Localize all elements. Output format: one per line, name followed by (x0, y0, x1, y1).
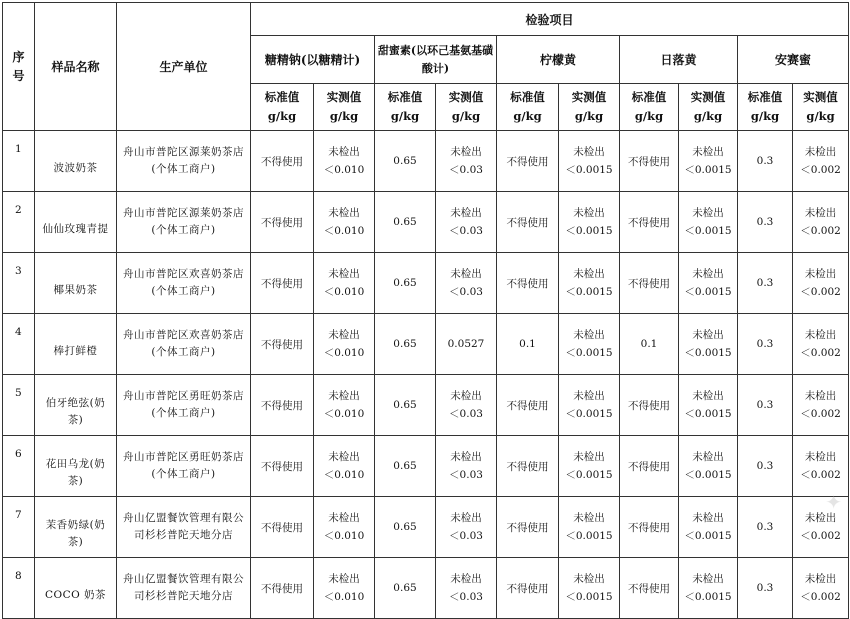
acesulfame-standard: 0.3 (738, 375, 793, 436)
header-standard-value (251, 84, 314, 131)
acesulfame-measured (793, 192, 849, 253)
producer-line: (个体工商户) (151, 407, 216, 419)
detection-limit: ＜0.03 (449, 164, 483, 176)
detection-limit: ＜0.03 (449, 530, 483, 542)
producer-line: (个体工商户) (151, 163, 216, 175)
row-sample-name (35, 436, 117, 497)
tartrazine-standard: 不得使用 (497, 375, 559, 436)
sample-name-text: 茉香奶绿(奶茶) (45, 519, 106, 548)
unit-label: g/kg (806, 109, 835, 123)
tartrazine-measured (559, 497, 620, 558)
standard-value-label: 标准值 (631, 90, 667, 104)
detection-limit: ＜0.0015 (565, 469, 613, 481)
detection-limit: ＜0.002 (800, 469, 841, 481)
sample-name-text: 花田乌龙(奶茶) (45, 458, 106, 487)
measured-result: 未检出 (573, 268, 605, 280)
header-standard-value (620, 84, 679, 131)
acesulfame-measured (793, 253, 849, 314)
measured-result: 未检出 (804, 329, 837, 341)
measured-result: 未检出 (692, 146, 724, 158)
row-sample-name (35, 192, 117, 253)
row-producer (117, 131, 251, 192)
saccharin-standard: 不得使用 (251, 436, 314, 497)
acesulfame-measured (793, 436, 849, 497)
measured-value-label: 实测值 (448, 90, 484, 104)
cyclamate-standard: 0.65 (375, 558, 436, 619)
measured-result: 未检出 (804, 512, 837, 524)
unit-label: g/kg (267, 109, 297, 123)
detection-limit: ＜0.010 (323, 469, 365, 481)
tartrazine-measured (559, 131, 620, 192)
producer-line: 舟山市普陀区源莱奶茶店 (123, 207, 244, 219)
measured-result: 未检出 (328, 512, 360, 524)
header-group-acesulfame: 安赛蜜 (738, 36, 849, 84)
row-sample-name (35, 497, 117, 558)
cyclamate-standard: 0.65 (375, 192, 436, 253)
detection-limit: ＜0.002 (800, 408, 841, 420)
measured-result: 未检出 (573, 512, 605, 524)
sample-name-text: 仙仙玫瑰青提 (42, 222, 109, 235)
row-seq: 8 (3, 558, 35, 619)
producer-line: (个体工商户) (151, 285, 216, 297)
detection-limit: ＜0.0015 (565, 347, 613, 359)
unit-label: g/kg (574, 109, 604, 123)
measured-result: 未检出 (692, 390, 724, 402)
cyclamate-standard: 0.65 (375, 131, 436, 192)
sunset-standard: 不得使用 (620, 558, 679, 619)
producer-line: (个体工商户) (151, 224, 216, 236)
cyclamate-standard: 0.65 (375, 314, 436, 375)
tartrazine-measured (559, 314, 620, 375)
measured-result: 未检出 (328, 207, 360, 219)
row-producer (117, 192, 251, 253)
cyclamate-standard: 0.65 (375, 253, 436, 314)
saccharin-measured (314, 497, 375, 558)
header-seq-label: 序 号 (12, 49, 25, 83)
row-seq: 3 (3, 253, 35, 314)
unit-label: g/kg (390, 109, 420, 123)
detection-limit: ＜0.0015 (684, 408, 732, 420)
producer-line: 司杉杉普陀天地分店 (134, 529, 233, 541)
acesulfame-standard: 0.3 (738, 131, 793, 192)
measured-value-label: 实测值 (571, 90, 607, 104)
measured-result: 未检出 (573, 451, 605, 463)
sunset-standard: 0.1 (620, 314, 679, 375)
detection-limit: ＜0.0015 (565, 591, 613, 603)
detection-limit: ＜0.0015 (684, 225, 732, 237)
saccharin-measured (314, 192, 375, 253)
row-producer (117, 253, 251, 314)
detection-limit: ＜0.010 (323, 347, 365, 359)
producer-line: 舟山亿盟餐饮管理有限公 (123, 573, 244, 585)
sunset-measured (679, 314, 738, 375)
header-inspection-items: 检验项目 (251, 3, 849, 36)
header-standard-value (375, 84, 436, 131)
sample-name-text: 波波奶茶 (53, 161, 98, 174)
sunset-measured (679, 375, 738, 436)
row-seq: 7 (3, 497, 35, 558)
row-sample-name (35, 375, 117, 436)
header-group-sunset-yellow: 日落黄 (620, 36, 738, 84)
measured-value-label: 实测值 (690, 90, 726, 104)
measured-result: 未检出 (450, 573, 482, 585)
sunset-standard: 不得使用 (620, 436, 679, 497)
measured-result: 未检出 (328, 573, 360, 585)
measured-result: 未检出 (692, 329, 724, 341)
sunset-standard: 不得使用 (620, 253, 679, 314)
sunset-measured (679, 131, 738, 192)
detection-limit: ＜0.0015 (565, 530, 613, 542)
tartrazine-measured (559, 192, 620, 253)
sample-name-text: 伯牙绝弦(奶茶) (45, 397, 106, 426)
detection-limit: ＜0.002 (800, 591, 841, 603)
table-row (3, 131, 849, 192)
detection-limit: ＜0.0015 (684, 164, 732, 176)
header-measured-value (679, 84, 738, 131)
row-seq: 5 (3, 375, 35, 436)
detection-limit: ＜0.010 (323, 286, 365, 298)
measured-result: 未检出 (450, 146, 482, 158)
table-row (3, 497, 849, 558)
measured-result: 未检出 (804, 390, 837, 402)
header-measured-value (314, 84, 375, 131)
measured-result: 未检出 (692, 207, 724, 219)
tartrazine-standard: 不得使用 (497, 497, 559, 558)
detection-limit: ＜0.03 (449, 591, 483, 603)
acesulfame-measured (793, 375, 849, 436)
detection-limit: ＜0.03 (449, 408, 483, 420)
cyclamate-measured (436, 497, 497, 558)
detection-limit: ＜0.0015 (565, 225, 613, 237)
measured-result: 未检出 (328, 146, 360, 158)
header-group-cyclamate: 甜蜜素(以环己基氨基磺酸计) (375, 36, 497, 84)
producer-line: 舟山市普陀区勇旺奶茶店 (123, 451, 244, 463)
tartrazine-standard: 不得使用 (497, 436, 559, 497)
producer-line: 舟山市普陀区欢喜奶茶店 (123, 329, 244, 341)
header-measured-value (793, 84, 849, 131)
measured-result: 未检出 (328, 390, 360, 402)
measured-result: 未检出 (804, 207, 837, 219)
sunset-measured (679, 436, 738, 497)
sample-name-text: 椰果奶茶 (53, 283, 98, 296)
row-producer (117, 497, 251, 558)
tartrazine-measured (559, 558, 620, 619)
table-row (3, 375, 849, 436)
measured-result: 未检出 (804, 573, 837, 585)
header-seq (3, 3, 35, 131)
producer-line: 舟山市普陀区源莱奶茶店 (123, 146, 244, 158)
measured-result: 未检出 (804, 451, 837, 463)
standard-value-label: 标准值 (747, 90, 783, 104)
acesulfame-standard: 0.3 (738, 253, 793, 314)
detection-limit: ＜0.002 (800, 530, 841, 542)
header-measured-value (559, 84, 620, 131)
sunset-standard: 不得使用 (620, 192, 679, 253)
saccharin-measured (314, 436, 375, 497)
detection-limit: ＜0.03 (449, 225, 483, 237)
measured-result: 未检出 (573, 390, 605, 402)
measured-result: 未检出 (450, 512, 482, 524)
sunset-measured (679, 497, 738, 558)
saccharin-standard: 不得使用 (251, 558, 314, 619)
tartrazine-standard: 不得使用 (497, 131, 559, 192)
detection-limit: ＜0.0015 (684, 591, 732, 603)
detection-limit: ＜0.010 (323, 408, 365, 420)
table-row (3, 558, 849, 619)
detection-limit: ＜0.03 (449, 469, 483, 481)
saccharin-measured (314, 314, 375, 375)
row-seq: 4 (3, 314, 35, 375)
unit-label: g/kg (451, 109, 481, 123)
header-standard-value (738, 84, 793, 131)
measured-result: 未检出 (573, 329, 605, 341)
acesulfame-standard: 0.3 (738, 558, 793, 619)
detection-limit: ＜0.0015 (565, 286, 613, 298)
row-seq: 1 (3, 131, 35, 192)
measured-result: 未检出 (450, 390, 482, 402)
row-seq: 2 (3, 192, 35, 253)
detection-limit: ＜0.0015 (565, 164, 613, 176)
measured-result: 未检出 (692, 512, 724, 524)
table-row (3, 314, 849, 375)
producer-line: 舟山亿盟餐饮管理有限公 (123, 512, 244, 524)
measured-result: 未检出 (328, 329, 360, 341)
header-measured-value (436, 84, 497, 131)
tartrazine-standard: 不得使用 (497, 558, 559, 619)
detection-limit: ＜0.002 (800, 164, 841, 176)
tartrazine-measured (559, 253, 620, 314)
acesulfame-measured (793, 314, 849, 375)
measured-value-label: 实测值 (803, 90, 838, 104)
acesulfame-standard: 0.3 (738, 497, 793, 558)
saccharin-measured (314, 131, 375, 192)
table-row (3, 253, 849, 314)
detection-limit: ＜0.0015 (684, 530, 732, 542)
header-sample-name: 样品名称 (35, 3, 117, 131)
row-producer (117, 375, 251, 436)
inspection-table (2, 2, 849, 619)
table-body (3, 131, 849, 619)
measured-result: 未检出 (573, 573, 605, 585)
unit-label: g/kg (693, 109, 723, 123)
tartrazine-standard: 0.1 (497, 314, 559, 375)
standard-value-label: 标准值 (510, 90, 545, 104)
sunset-measured (679, 558, 738, 619)
sunset-measured (679, 253, 738, 314)
measured-result: 未检出 (804, 268, 837, 280)
producer-line: (个体工商户) (151, 346, 216, 358)
sample-name-text: COCO 奶茶 (44, 588, 107, 601)
saccharin-standard: 不得使用 (251, 253, 314, 314)
producer-line: 舟山市普陀区勇旺奶茶店 (123, 390, 244, 402)
producer-line: 司杉杉普陀天地分店 (134, 590, 233, 602)
acesulfame-measured (793, 131, 849, 192)
measured-result: 0.0527 (447, 338, 485, 350)
row-sample-name (35, 131, 117, 192)
saccharin-standard: 不得使用 (251, 375, 314, 436)
cyclamate-standard: 0.65 (375, 497, 436, 558)
detection-limit: ＜0.0015 (684, 347, 732, 359)
unit-label: g/kg (329, 109, 359, 123)
measured-result: 未检出 (692, 573, 724, 585)
producer-line: 舟山市普陀区欢喜奶茶店 (123, 268, 244, 280)
measured-result: 未检出 (692, 451, 724, 463)
detection-limit: ＜0.010 (323, 164, 365, 176)
sunset-standard: 不得使用 (620, 497, 679, 558)
sample-name-text: 棒打鲜橙 (53, 344, 98, 357)
detection-limit: ＜0.002 (800, 347, 841, 359)
tartrazine-measured (559, 375, 620, 436)
saccharin-measured (314, 253, 375, 314)
unit-label: g/kg (634, 109, 664, 123)
header-group-saccharin: 糖精钠(以糖精计) (251, 36, 375, 84)
row-producer (117, 314, 251, 375)
measured-result: 未检出 (328, 268, 360, 280)
sunset-standard: 不得使用 (620, 131, 679, 192)
table-row (3, 192, 849, 253)
standard-value-label: 标准值 (387, 90, 423, 104)
detection-limit: ＜0.002 (800, 286, 841, 298)
cyclamate-measured (436, 192, 497, 253)
measured-result: 未检出 (804, 146, 837, 158)
measured-result: 未检出 (573, 207, 605, 219)
standard-value-label: 标准值 (264, 90, 300, 104)
header-standard-value (497, 84, 559, 131)
sunset-standard: 不得使用 (620, 375, 679, 436)
detection-limit: ＜0.0015 (684, 286, 732, 298)
detection-limit: ＜0.0015 (565, 408, 613, 420)
row-producer (117, 558, 251, 619)
cyclamate-standard: 0.65 (375, 436, 436, 497)
detection-limit: ＜0.010 (323, 530, 365, 542)
acesulfame-measured (793, 558, 849, 619)
cyclamate-measured (436, 131, 497, 192)
row-sample-name (35, 253, 117, 314)
measured-result: 未检出 (328, 451, 360, 463)
watermark: ✦ (825, 490, 842, 514)
row-sample-name (35, 314, 117, 375)
acesulfame-standard: 0.3 (738, 192, 793, 253)
table-row (3, 436, 849, 497)
measured-result: 未检出 (573, 146, 605, 158)
unit-label: g/kg (750, 109, 780, 123)
unit-label: g/kg (513, 109, 542, 123)
cyclamate-measured (436, 375, 497, 436)
measured-result: 未检出 (692, 268, 724, 280)
row-sample-name (35, 558, 117, 619)
header-producer: 生产单位 (117, 3, 251, 131)
saccharin-standard: 不得使用 (251, 192, 314, 253)
detection-limit: ＜0.010 (323, 225, 365, 237)
saccharin-standard: 不得使用 (251, 314, 314, 375)
measured-result: 未检出 (450, 268, 482, 280)
cyclamate-measured (436, 558, 497, 619)
producer-line: (个体工商户) (151, 468, 216, 480)
cyclamate-standard: 0.65 (375, 375, 436, 436)
acesulfame-standard: 0.3 (738, 314, 793, 375)
measured-result: 未检出 (450, 207, 482, 219)
tartrazine-measured (559, 436, 620, 497)
measured-value-label: 实测值 (326, 90, 362, 104)
row-producer (117, 436, 251, 497)
sunset-measured (679, 192, 738, 253)
cyclamate-measured (436, 314, 497, 375)
detection-limit: ＜0.010 (323, 591, 365, 603)
saccharin-measured (314, 558, 375, 619)
saccharin-standard: 不得使用 (251, 131, 314, 192)
cyclamate-measured (436, 436, 497, 497)
row-seq: 6 (3, 436, 35, 497)
measured-result: 未检出 (450, 451, 482, 463)
cyclamate-measured (436, 253, 497, 314)
detection-limit: ＜0.0015 (684, 469, 732, 481)
saccharin-standard: 不得使用 (251, 497, 314, 558)
tartrazine-standard: 不得使用 (497, 253, 559, 314)
detection-limit: ＜0.002 (800, 225, 841, 237)
detection-limit: ＜0.03 (449, 286, 483, 298)
saccharin-measured (314, 375, 375, 436)
tartrazine-standard: 不得使用 (497, 192, 559, 253)
header-group-tartrazine: 柠檬黄 (497, 36, 620, 84)
acesulfame-standard: 0.3 (738, 436, 793, 497)
